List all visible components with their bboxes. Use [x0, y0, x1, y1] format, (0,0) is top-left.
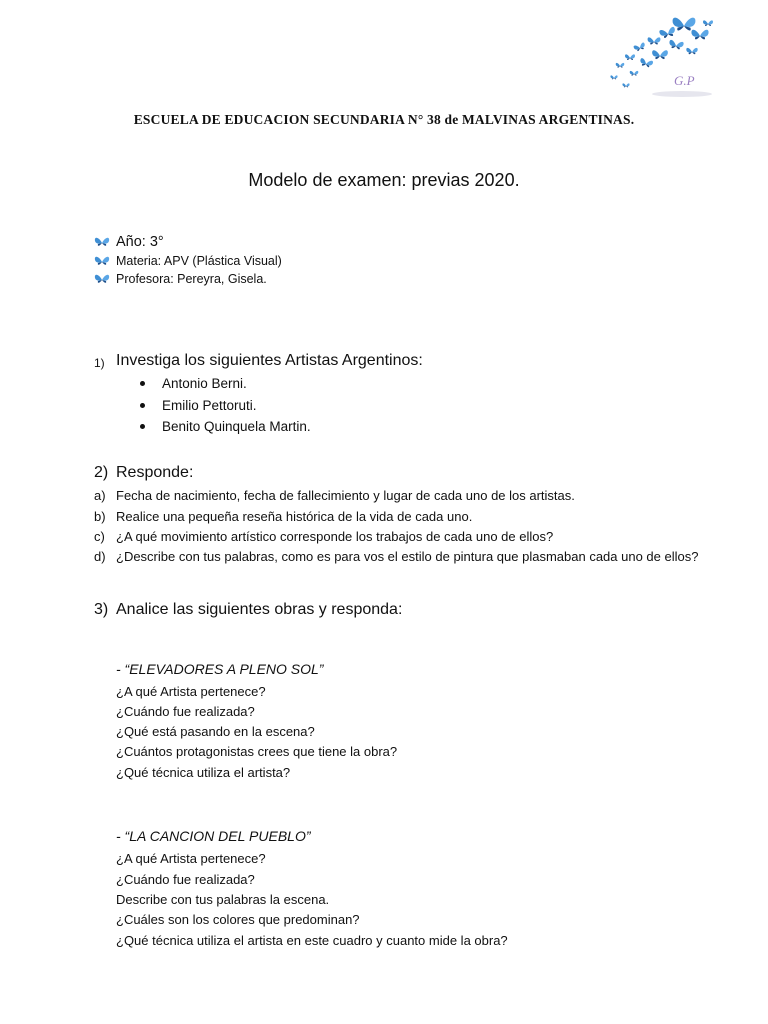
artist-name: Antonio Berni. [162, 376, 247, 391]
artwork-question: ¿Qué técnica utiliza el artista? [116, 765, 291, 780]
butterfly-icon [94, 273, 110, 285]
q3-number: 3) [94, 601, 109, 618]
q3-text: Analice las siguientes obras y responda: [116, 601, 403, 618]
artist-name: Emilio Pettoruti. [162, 398, 257, 413]
q2-item-text: Fecha de nacimiento, fecha de fallecimiento y lugar de cada uno de los artistas. [116, 488, 575, 503]
school-name: ESCUELA DE EDUCACION SECUNDARIA N° 38 de MALVINAS ARGENTINAS. [133, 112, 635, 127]
logo-monogram: G.P [674, 73, 695, 88]
q2-item-text: ¿A qué movimiento artístico corresponde los trabajos de cada uno de ellos? [116, 529, 554, 544]
list-item [140, 376, 247, 391]
q1-number: 1) [94, 356, 105, 370]
artwork-question: ¿Cuántos protagonistas crees que tiene la obra? [116, 744, 398, 759]
butterfly-icon [94, 236, 110, 248]
info-item-year [94, 233, 164, 251]
info-item-subject [94, 252, 282, 270]
info-text: Año: 3° [116, 234, 164, 250]
page-title: Modelo de examen: previas 2020. [248, 170, 520, 190]
q2-item-letter: c) [94, 529, 105, 544]
artwork-title: - “ELEVADORES A PLENO SOL” [116, 661, 324, 677]
list-item [140, 398, 257, 413]
q2-text: Responde: [116, 464, 194, 481]
artwork-question: ¿Cuándo fue realizada? [116, 704, 255, 719]
info-text: Materia: APV (Plástica Visual) [116, 254, 282, 268]
info-item-teacher [94, 270, 267, 288]
q2-item-letter: d) [94, 549, 106, 564]
q1-text: Investiga los siguientes Artistas Argentinos: [116, 352, 423, 369]
q2-item-text: ¿Describe con tus palabras, como es para vos el estilo de pintura que plasmaban cada uno de ellos? [116, 549, 699, 564]
list-item [140, 419, 311, 434]
artwork-question: ¿Cuándo fue realizada? [116, 872, 255, 887]
artwork-question: ¿Qué está pasando en la escena? [116, 724, 315, 739]
info-text: Profesora: Pereyra, Gisela. [116, 272, 267, 286]
artwork-question: ¿Qué técnica utiliza el artista en este cuadro y cuanto mide la obra? [116, 933, 508, 948]
q2-number: 2) [94, 464, 109, 481]
q2-item-letter: b) [94, 509, 106, 524]
artwork-title: - “LA CANCION DEL PUEBLO” [116, 828, 311, 844]
q2-item-text: Realice una pequeña reseña histórica de la vida de cada uno. [116, 509, 473, 524]
bullet-dot [140, 403, 145, 408]
artwork-question: ¿A qué Artista pertenece? [116, 684, 266, 699]
artist-name: Benito Quinquela Martin. [162, 419, 311, 434]
butterfly-icon [94, 255, 110, 267]
artwork-question: ¿A qué Artista pertenece? [116, 851, 266, 866]
q2-item-letter: a) [94, 488, 106, 503]
artwork-question: ¿Cuáles son los colores que predominan? [116, 912, 360, 927]
butterflies-gp-logo [602, 12, 718, 100]
bullet-dot [140, 424, 145, 429]
bullet-dot [140, 381, 145, 386]
artwork-question: Describe con tus palabras la escena. [116, 892, 330, 907]
